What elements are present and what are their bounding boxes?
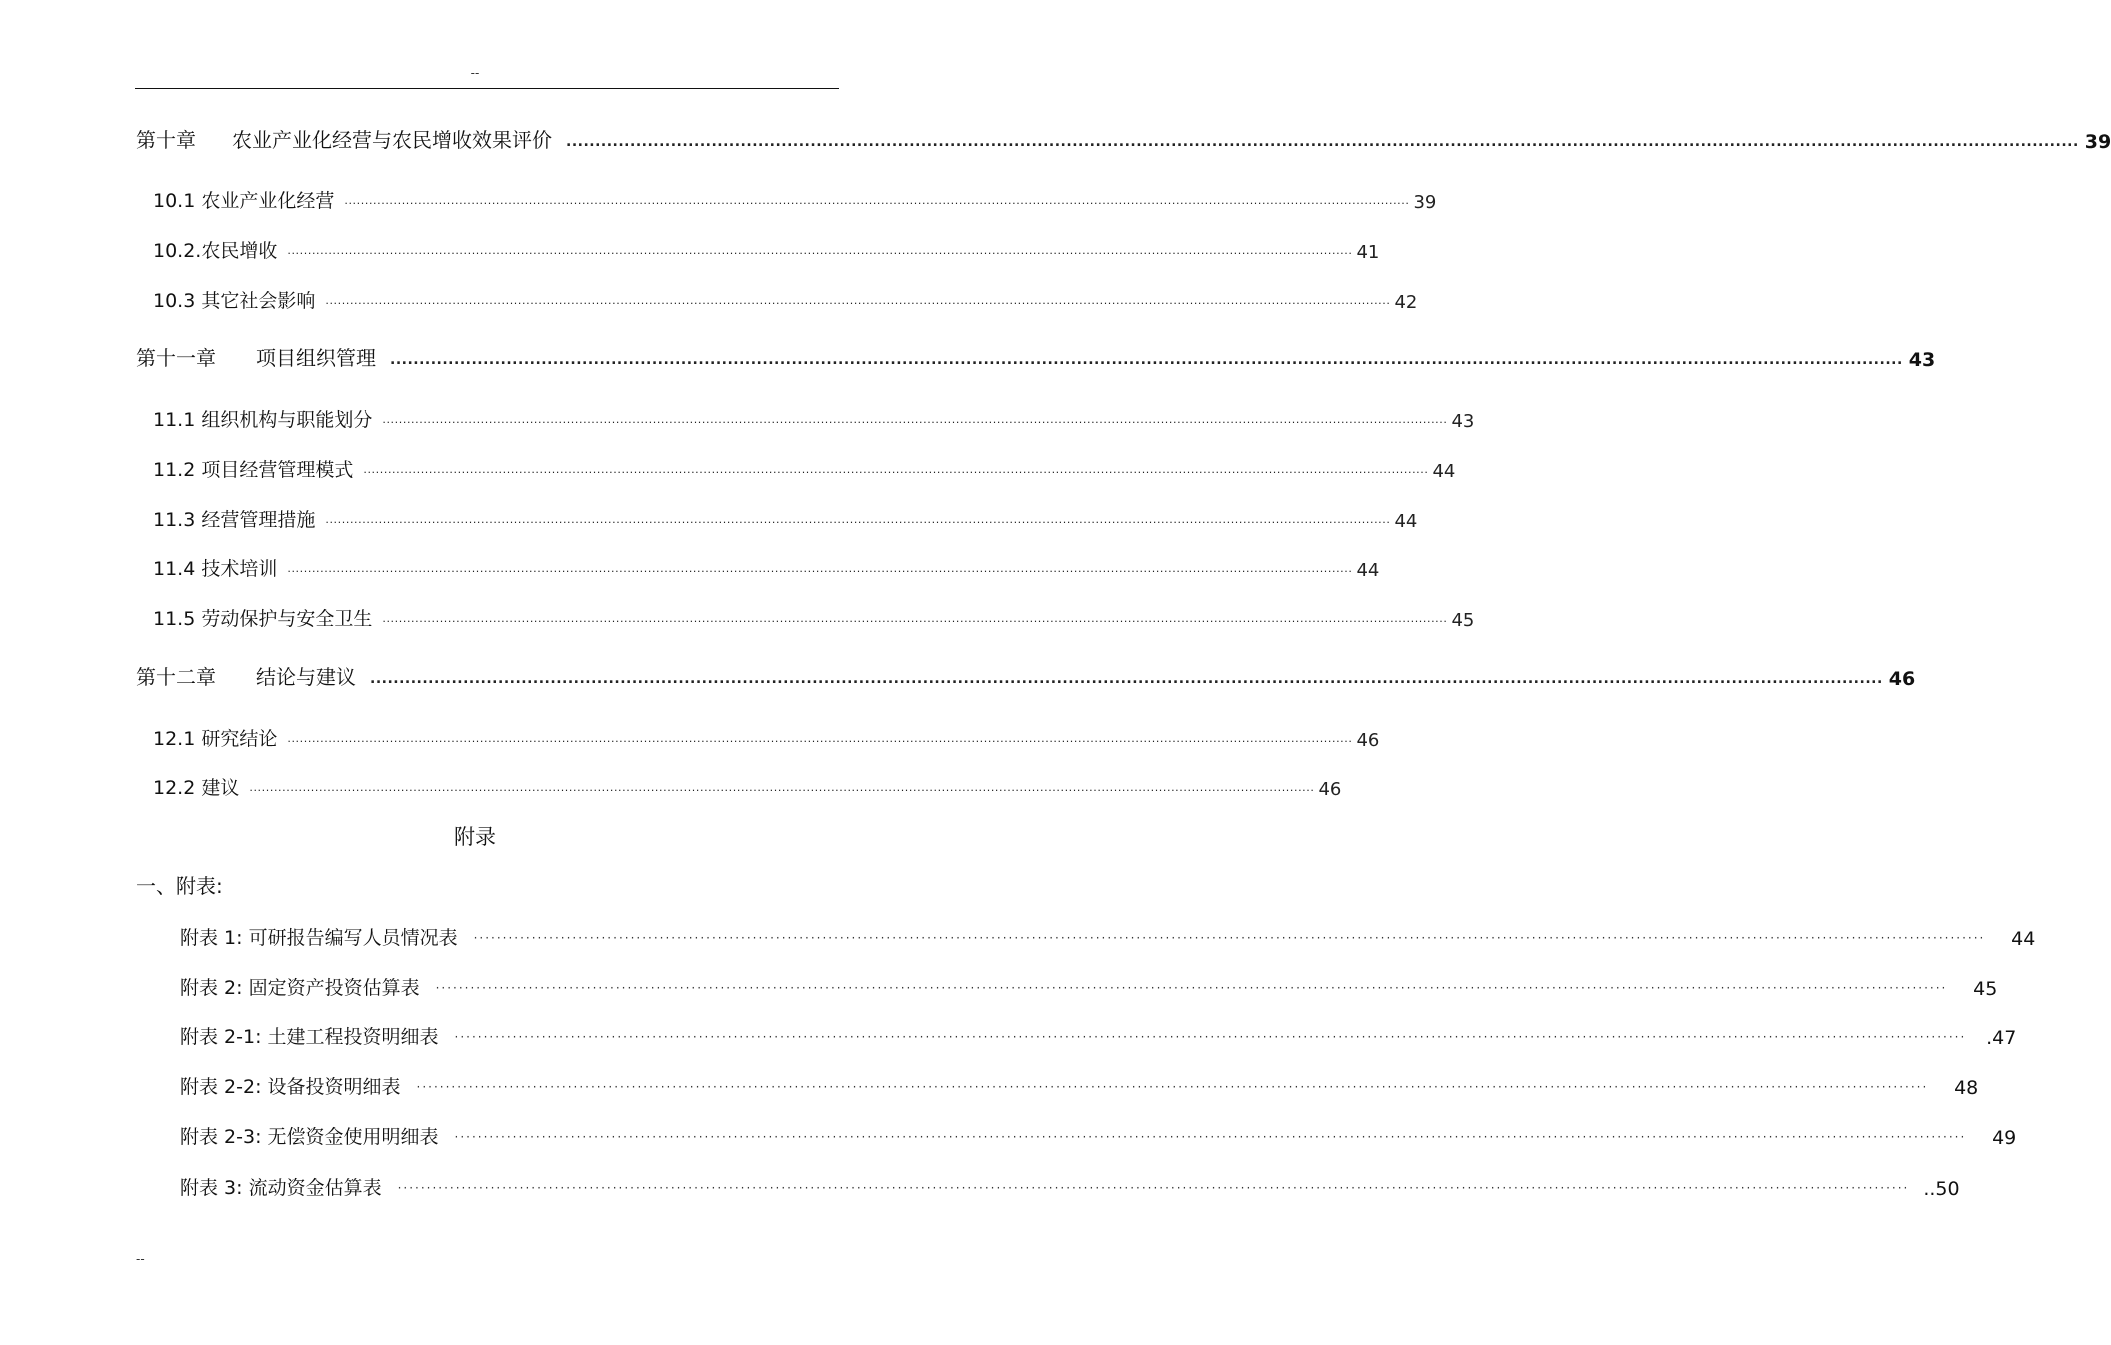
toc-page-number: 42 <box>1394 292 1418 313</box>
dot-leader: ···································································································································································································································································· <box>454 1130 1967 1144</box>
chapter-title: 农业产业化经营与农民增收效果评价 <box>232 128 552 152</box>
toc-section-10-2[interactable] <box>153 237 1380 263</box>
appendix-table-2-1[interactable] <box>180 1023 2017 1049</box>
toc-entry-title: 11.3 经营管理措施 <box>153 509 316 531</box>
toc-page-number: 43 <box>1908 349 1936 371</box>
appendix-table-1[interactable] <box>180 924 2036 950</box>
toc-section-11-5[interactable] <box>153 605 1475 631</box>
page-footer-mark: -- <box>136 1252 145 1266</box>
toc-section-11-4[interactable] <box>153 555 1380 581</box>
toc-chapter-11[interactable] <box>136 345 1936 371</box>
toc-entry-title: 11.2 项目经营管理模式 <box>153 459 354 481</box>
toc-entry-title <box>136 342 376 371</box>
dot-leader: .................................................................................................................................................................................................................................................................... <box>325 294 1391 307</box>
appendix-table-2-2[interactable] <box>180 1073 1979 1099</box>
toc-entry-title: 11.1 组织机构与职能划分 <box>153 409 373 431</box>
toc-page-number: 44 <box>1432 461 1456 482</box>
appendix-table-3[interactable] <box>180 1174 1960 1200</box>
page-header-mark: -- <box>470 66 480 80</box>
toc-entry-title: 10.1 农业产业化经营 <box>153 190 335 212</box>
appendix-page-number: 45 <box>1973 978 1998 1000</box>
toc-section-12-2[interactable] <box>153 774 1342 800</box>
toc-section-10-1[interactable] <box>153 187 1437 213</box>
dot-leader: .................................................................................................................................................................................................................................................................... <box>287 562 1353 575</box>
dot-leader: .................................................................................................................................................................................................................................................................... <box>363 463 1429 476</box>
toc-page-number: 43 <box>1451 411 1475 432</box>
toc-entry-title: 11.4 技术培训 <box>153 558 278 580</box>
toc-entry-title: 12.1 研究结论 <box>153 728 278 750</box>
toc-section-11-2[interactable] <box>153 456 1456 482</box>
toc-page-number: 44 <box>1356 560 1380 581</box>
toc-entry-title: 11.5 劳动保护与安全卫生 <box>153 608 373 630</box>
appendix-table-title: 附表 2: 固定资产投资估算表 <box>180 977 420 999</box>
toc-page-number: 46 <box>1318 779 1342 800</box>
dot-leader: .................................................................................................................................................................................................................................................................... <box>382 612 1448 625</box>
appendix-table-title: 附表 2-3: 无偿资金使用明细表 <box>180 1126 439 1148</box>
toc-entry-title: 10.2.农民增收 <box>153 240 278 262</box>
appendix-subheading: 一、附表: <box>136 874 223 898</box>
appendix-title: 附录 <box>454 825 496 849</box>
toc-section-11-1[interactable] <box>153 406 1475 432</box>
appendix-page-number: 44 <box>2011 928 2036 950</box>
toc-entry-title: 10.3 其它社会影响 <box>153 290 316 312</box>
toc-page-number: 39 <box>2084 131 2111 153</box>
dot-leader: .................................................................................................................................................................................................................................................................... <box>287 732 1353 745</box>
toc-entry-title <box>136 661 356 690</box>
appendix-table-title: 附表 2-2: 设备投资明细表 <box>180 1076 401 1098</box>
appendix-table-title: 附表 2-1: 土建工程投资明细表 <box>180 1026 439 1048</box>
toc-page-number: 39 <box>1413 192 1437 213</box>
appendix-table-2[interactable] <box>180 974 1998 1000</box>
dot-leader: ···································································································································································································································································· <box>397 1181 1910 1195</box>
dot-leader: .................................................................................................................................................................................................................................................................... <box>566 134 2079 150</box>
toc-chapter-12[interactable] <box>136 664 1916 690</box>
chapter-title: 结论与建议 <box>256 665 356 689</box>
appendix-page-number: 48 <box>1954 1077 1979 1099</box>
appendix-table-title: 附表 1: 可研报告编写人员情况表 <box>180 927 458 949</box>
toc-page-number: 45 <box>1451 610 1475 631</box>
dot-leader: ···································································································································································································································································· <box>454 1030 1967 1044</box>
toc-page-number: 46 <box>1888 668 1916 690</box>
toc-entry-title: 12.2 建议 <box>153 777 240 799</box>
appendix-table-2-3[interactable] <box>180 1123 2017 1149</box>
appendix-table-title: 附表 3: 流动资金估算表 <box>180 1177 382 1199</box>
toc-section-12-1[interactable] <box>153 725 1380 751</box>
dot-leader: ···································································································································································································································································· <box>473 931 1986 945</box>
chapter-number: 第十章 <box>136 128 196 152</box>
toc-section-10-3[interactable] <box>153 287 1418 313</box>
dot-leader: .................................................................................................................................................................................................................................................................... <box>390 352 1903 368</box>
chapter-title: 项目组织管理 <box>256 346 376 370</box>
dot-leader: .................................................................................................................................................................................................................................................................... <box>287 244 1353 257</box>
dot-leader: .................................................................................................................................................................................................................................................................... <box>325 513 1391 526</box>
toc-page-number: 44 <box>1394 511 1418 532</box>
chapter-number: 第十二章 <box>136 665 216 689</box>
toc-section-11-3[interactable] <box>153 506 1418 532</box>
toc-entry-title <box>136 124 552 153</box>
dot-leader: ···································································································································································································································································· <box>435 981 1948 995</box>
toc-page-number: 41 <box>1356 242 1380 263</box>
header-rule <box>135 88 839 89</box>
toc-page-number: 46 <box>1356 730 1380 751</box>
dot-leader: .................................................................................................................................................................................................................................................................... <box>344 194 1410 207</box>
dot-leader: .................................................................................................................................................................................................................................................................... <box>382 413 1448 426</box>
appendix-page-number: .47 <box>1986 1027 2017 1049</box>
dot-leader: .................................................................................................................................................................................................................................................................... <box>249 781 1315 794</box>
appendix-page-number: 49 <box>1992 1127 2017 1149</box>
chapter-number: 第十一章 <box>136 346 216 370</box>
toc-chapter-10[interactable] <box>136 127 2111 153</box>
appendix-page-number: ..50 <box>1923 1178 1960 1200</box>
dot-leader: ···································································································································································································································································· <box>416 1080 1929 1094</box>
dot-leader: .................................................................................................................................................................................................................................................................... <box>370 671 1883 687</box>
